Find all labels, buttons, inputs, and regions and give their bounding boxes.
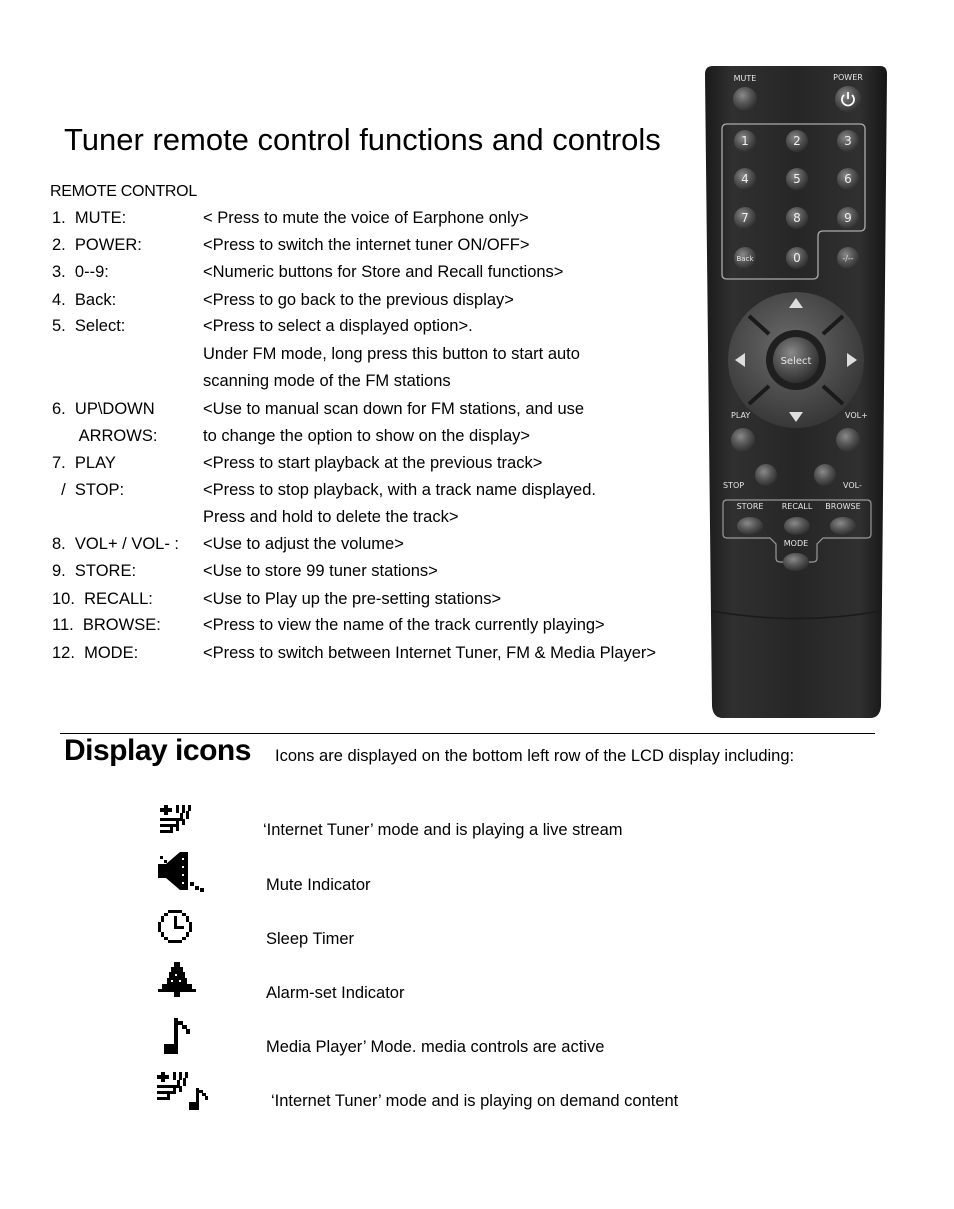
function-key: 4. Back: [52, 291, 117, 309]
sleep-timer-icon [158, 910, 194, 944]
function-desc: <Numeric buttons for Store and Recall functions> [203, 263, 564, 281]
function-desc: <Use to Play up the pre-setting stations> [203, 590, 502, 608]
function-desc: scanning mode of the FM stations [203, 372, 451, 390]
function-desc: <Press to switch the internet tuner ON/OFF> [203, 236, 530, 254]
power-button[interactable] [833, 73, 863, 112]
digit-button-0[interactable] [786, 247, 808, 269]
function-desc: <Press to view the name of the track currently playing> [203, 616, 605, 634]
function-key: 10. RECALL: [52, 590, 153, 608]
function-key: 11. BROWSE: [52, 616, 161, 634]
svg-text:-/--: -/-- [842, 254, 854, 263]
svg-text:RECALL: RECALL [781, 502, 813, 511]
function-desc: <Press to switch between Internet Tuner, FM & Media Player> [203, 644, 657, 662]
dash-button[interactable] [837, 247, 859, 269]
svg-text:MUTE: MUTE [733, 74, 757, 83]
media-note-icon [164, 1018, 194, 1056]
svg-text:3: 3 [844, 134, 852, 148]
svg-text:2: 2 [793, 134, 801, 148]
svg-text:Select: Select [780, 356, 812, 367]
svg-text:8: 8 [793, 211, 801, 225]
alarm-icon [158, 962, 198, 998]
function-desc: <Use to store 99 tuner stations> [203, 562, 438, 580]
svg-text:VOL+: VOL+ [845, 411, 868, 420]
function-desc: <Press to go back to the previous display> [203, 291, 514, 309]
digit-button-7[interactable] [734, 207, 756, 229]
function-desc: <Use to adjust the volume> [203, 535, 404, 553]
svg-text:7: 7 [741, 211, 749, 225]
display-icons-title: Display icons [64, 734, 251, 767]
function-key: 3. 0--9: [52, 263, 109, 281]
icon-label-mute: Mute Indicator [266, 876, 371, 894]
svg-text:6: 6 [844, 172, 852, 186]
icon-label-sleep-timer: Sleep Timer [266, 930, 355, 948]
digit-button-2[interactable] [786, 130, 808, 152]
function-desc: <Use to manual scan down for FM stations, and use [203, 400, 585, 418]
icon-label-alarm: Alarm-set Indicator [266, 984, 405, 1002]
function-desc: Press and hold to delete the track> [203, 508, 459, 526]
function-key: ARROWS: [52, 427, 158, 445]
svg-text:4: 4 [741, 172, 749, 186]
svg-text:Back: Back [736, 255, 754, 263]
digit-button-3[interactable] [837, 130, 859, 152]
back-button[interactable] [734, 247, 756, 269]
digit-button-8[interactable] [786, 207, 808, 229]
mute-icon [158, 852, 206, 894]
function-desc: < Press to mute the voice of Earphone only> [203, 209, 529, 227]
svg-text:VOL-: VOL- [843, 481, 862, 490]
function-key: 8. VOL+ / VOL- : [52, 535, 180, 553]
remote-control-image [705, 66, 888, 720]
mute-button[interactable] [733, 74, 757, 111]
svg-text:MODE: MODE [783, 539, 809, 548]
svg-text:BROWSE: BROWSE [825, 502, 861, 511]
function-key: / STOP: [52, 481, 125, 499]
svg-text:1: 1 [741, 134, 749, 148]
svg-text:POWER: POWER [833, 73, 863, 82]
select-button[interactable] [773, 337, 819, 383]
section-label: REMOTE CONTROL [50, 183, 197, 200]
digit-button-9[interactable] [837, 207, 859, 229]
function-key: 2. POWER: [52, 236, 142, 254]
function-desc: <Press to start playback at the previous track> [203, 454, 543, 472]
function-desc: <Press to stop playback, with a track name displayed. [203, 481, 596, 499]
icon-label-internet-stream: ‘Internet Tuner’ mode and is playing a live stream [263, 821, 623, 839]
function-key: 6. UP\DOWN [52, 400, 155, 418]
function-desc: to change the option to show on the display> [203, 427, 531, 445]
svg-text:0: 0 [793, 251, 801, 265]
svg-text:STORE: STORE [736, 502, 764, 511]
display-icons-description: Icons are displayed on the bottom left row of the LCD display including: [275, 747, 795, 765]
page-title: Tuner remote control functions and controls [64, 122, 661, 157]
icon-label-media-player: Media Player’ Mode. media controls are active [266, 1038, 605, 1056]
digit-button-4[interactable] [734, 168, 756, 190]
function-desc: Under FM mode, long press this button to start auto [203, 345, 580, 363]
function-key: 9. STORE: [52, 562, 137, 580]
internet-demand-icon [155, 1072, 215, 1112]
internet-stream-icon [158, 805, 198, 839]
digit-button-1[interactable] [734, 130, 756, 152]
digit-button-6[interactable] [837, 168, 859, 190]
svg-text:5: 5 [793, 172, 801, 186]
function-key: 12. MODE: [52, 644, 139, 662]
icon-label-internet-demand: ‘Internet Tuner’ mode and is playing on demand content [271, 1092, 679, 1110]
function-key: 1. MUTE: [52, 209, 127, 227]
function-key: 5. Select: [52, 317, 126, 335]
svg-text:STOP: STOP [723, 481, 745, 490]
digit-button-5[interactable] [786, 168, 808, 190]
svg-text:PLAY: PLAY [731, 411, 751, 420]
function-key: 7. PLAY [52, 454, 116, 472]
function-desc: <Press to select a displayed option>. [203, 317, 473, 335]
svg-text:9: 9 [844, 211, 852, 225]
